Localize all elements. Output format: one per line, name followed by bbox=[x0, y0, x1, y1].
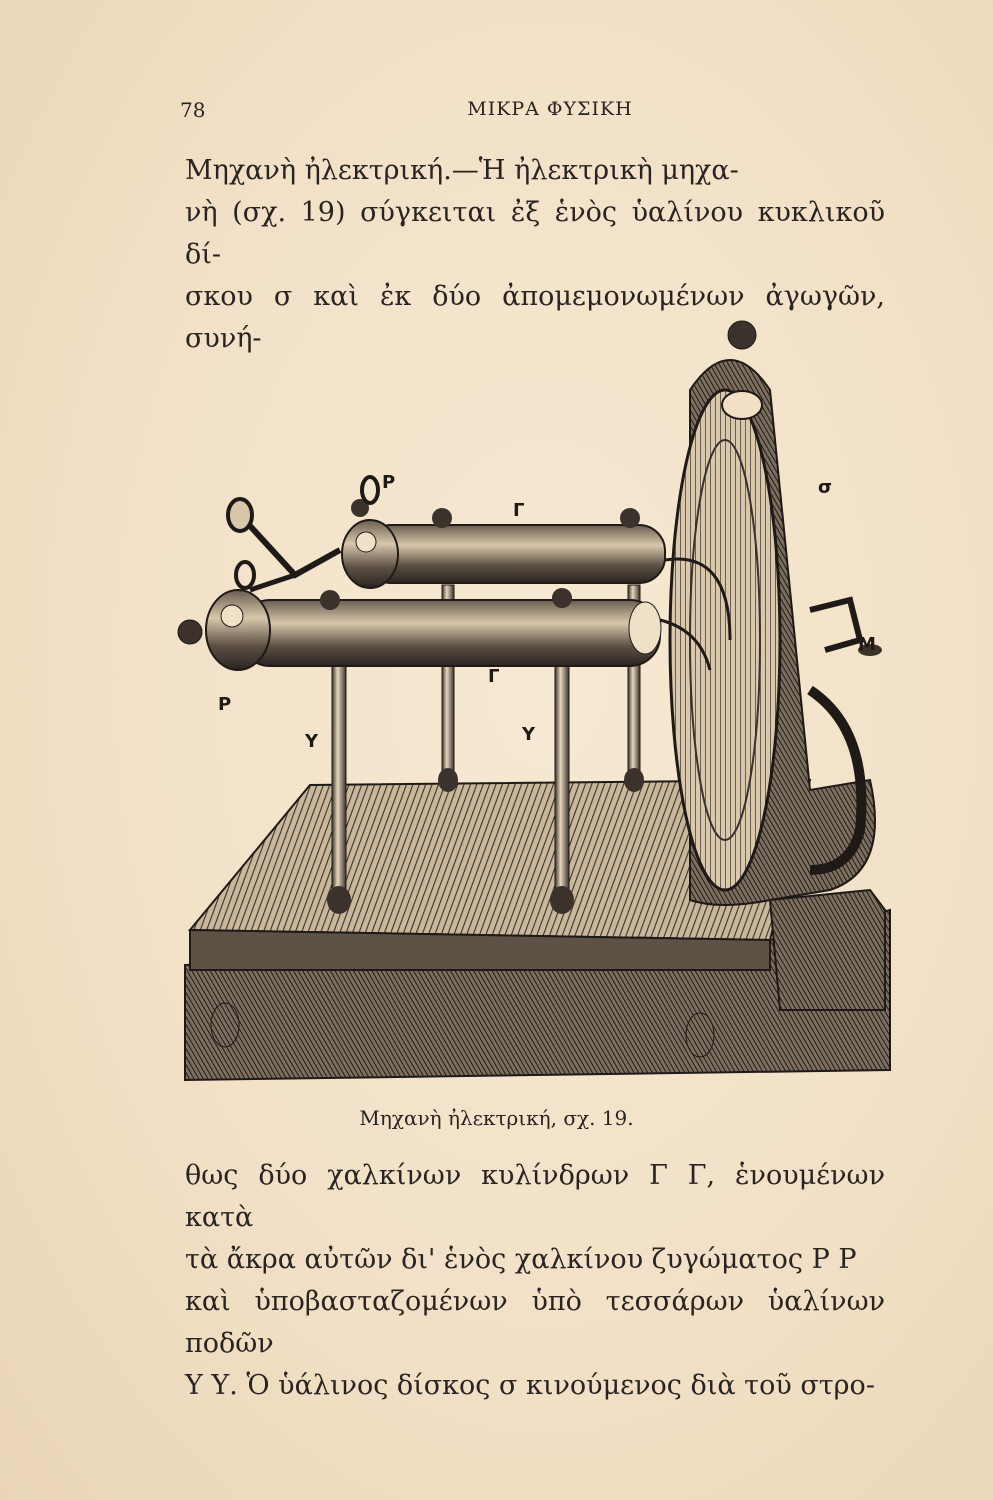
text-line: Υ Υ. Ὁ ὑάλινος δίσκος σ κινούμενος διὰ τοῦ στρο- bbox=[185, 1370, 875, 1401]
label-P-left: P bbox=[218, 694, 232, 715]
text-line: τὰ ἄκρα αὐτῶν δι' ἑνὸς χαλκίνου ζυγώματος Ρ Ρ bbox=[185, 1244, 857, 1275]
label-P-top: P bbox=[382, 472, 396, 493]
text-line: θως δύο χαλκίνων κυλίνδρων Γ Γ, ἑνουμένων κατὰ bbox=[185, 1160, 885, 1233]
label-Y-mid: Y bbox=[522, 724, 536, 745]
label-Gamma-mid: Γ bbox=[488, 666, 500, 687]
figure-caption: Μηχανὴ ἠλεκτρική, σχ. 19. bbox=[359, 1106, 634, 1130]
text-line: Μηχανὴ ἠλεκτρική.—Ἡ ἠλεκτρικὴ μηχα- bbox=[185, 155, 739, 186]
electric-machine-figure bbox=[170, 310, 900, 1100]
text-line: σκου σ καὶ ἐκ δύο ἀπομεμονωμένων ἀγωγῶν, συνή- bbox=[185, 281, 885, 354]
label-Y-left: Y bbox=[305, 731, 319, 752]
running-title: ΜΙΚΡΑ ΦΥΣΙΚΗ bbox=[467, 98, 633, 120]
page-header bbox=[180, 98, 880, 128]
label-M: M bbox=[858, 634, 876, 655]
text-line: καὶ ὑποβασταζομένων ὑπὸ τεσσάρων ὑαλίνων ποδῶν bbox=[185, 1286, 885, 1359]
label-sigma: σ bbox=[818, 477, 833, 498]
paragraph-bottom bbox=[185, 1155, 885, 1407]
engraving-illustration bbox=[170, 310, 900, 1100]
page-number: 78 bbox=[180, 98, 206, 122]
label-Gamma-top: Γ bbox=[513, 500, 525, 521]
text-line: νὴ (σχ. 19) σύγκειται ἐξ ἑνὸς ὑαλίνου κυκλικοῦ δί- bbox=[185, 197, 885, 270]
